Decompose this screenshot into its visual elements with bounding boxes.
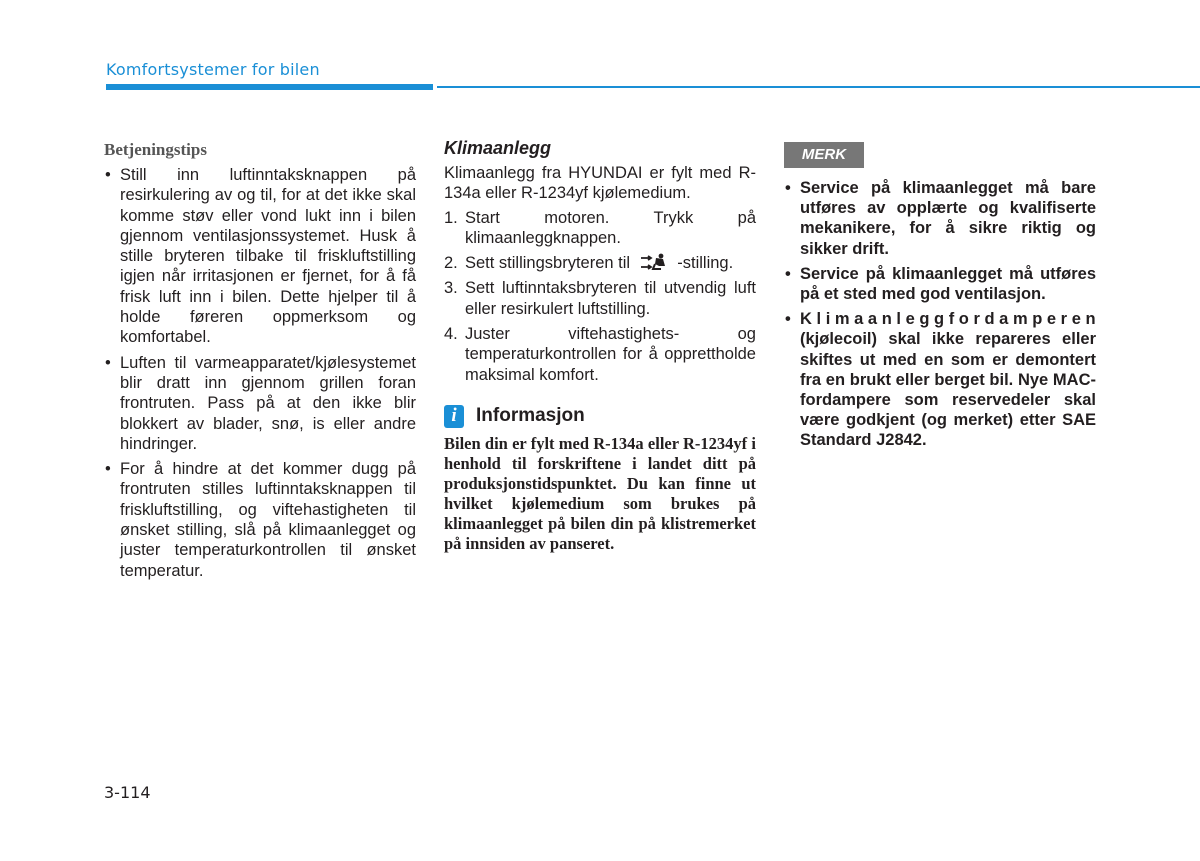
climate-intro: Klimaanlegg fra HYUNDAI er fylt med R-134a eller R-1234yf kjølemedium. <box>444 164 756 203</box>
merk-badge: MERK <box>784 142 864 168</box>
header-title: Komfortsystemer for bilen <box>106 60 320 79</box>
column-climate <box>444 138 756 554</box>
climate-step <box>444 324 756 385</box>
step-number: 1. <box>444 208 458 227</box>
climate-step <box>444 208 756 249</box>
info-header <box>444 405 756 428</box>
column-tips <box>104 138 416 586</box>
tips-item: • Still inn luftinntaksknappen på resirkulering av og til, for at det ikke skal komme støv eller vond lukt inn i bilen gjennom ventilasjonssystemet. Husk å stille bryteren tilbake til friskluftstilling igjen når irritasjonen er fjernet, for å få frisk luft inn i bilen. Dette hjelper til å holde føreren oppmerksom og komfortabel. <box>104 165 416 348</box>
tips-heading: Betjeningstips <box>104 140 207 159</box>
tips-item: • Luften til varmeapparatet/kjølesystemet blir dratt inn gjennom grillen foran frontruten. Pass på at den ikke blir blokkert av blader, snø, is eller andre hindringer. <box>104 353 416 454</box>
info-text: Bilen din er fylt med R-134a eller R-1234yf i henhold til forskriftene i landet ditt på produksjonstidspunktet. Du kan finne ut hvilket kjølemedium som brukes på klimaanlegget på bilen din på klistremerket på innsiden av panseret. <box>444 433 756 553</box>
step-number: 2. <box>444 254 458 273</box>
note-item: • Service på klimaanlegget må bare utføres av opplærte og kvalifiserte mekanikere, for å sikre riktig og sikker drift. <box>784 178 1096 259</box>
step-text: Start motoren. Trykk på klimaanleggknappen. <box>465 208 756 247</box>
note-item-first-word: Klimaanleggfordamperen <box>800 310 1101 329</box>
climate-heading: Klimaanlegg <box>444 138 552 158</box>
header-rule-thin <box>437 86 1200 88</box>
step-text: Sett stillingsbryteren til <box>465 254 631 273</box>
step-number: 4. <box>444 325 458 344</box>
step-text: Sett luftinntaksbryteren til utvendig luft eller resirkulert luftstilling. <box>465 279 756 318</box>
climate-steps <box>444 208 756 385</box>
note-list <box>784 178 1101 451</box>
info-icon: i <box>444 405 464 428</box>
climate-step <box>444 278 756 319</box>
info-title: Informasjon <box>476 405 585 427</box>
note-item: • Service på klimaanlegget må utføres på et sted med god ventilasjon. <box>784 264 1096 304</box>
header-rule-thick <box>106 84 433 90</box>
step-text: Juster viftehastighets- og temperaturkontrollen for å opprettholde maksimal komfort. <box>465 325 756 384</box>
climate-step <box>444 253 756 273</box>
step-number: 3. <box>444 279 458 298</box>
step-text-suffix: -stilling. <box>677 254 734 273</box>
vent-face-floor-icon <box>639 253 669 271</box>
column-note <box>784 138 1101 456</box>
tips-item: • For å hindre at det kommer dugg på frontruten stilles luftinntaksknappen til friskluftstilling, og viftehastigheten til ønsket stilling, slå på klimaanlegget og juster temperaturkontrollen til ønsket temperatur. <box>104 459 416 581</box>
note-item: • Klimaanleggfordamperen (kjølecoil) skal ikke repareres eller skiftes ut med en som er demontert fra en brukt eller berget bil. Nye MAC-fordampere som reservedeler skal være godkjent (og merket) etter SAE Standard J2842. <box>784 309 1096 450</box>
tips-list <box>104 165 416 581</box>
page-number: 3-114 <box>104 783 151 802</box>
